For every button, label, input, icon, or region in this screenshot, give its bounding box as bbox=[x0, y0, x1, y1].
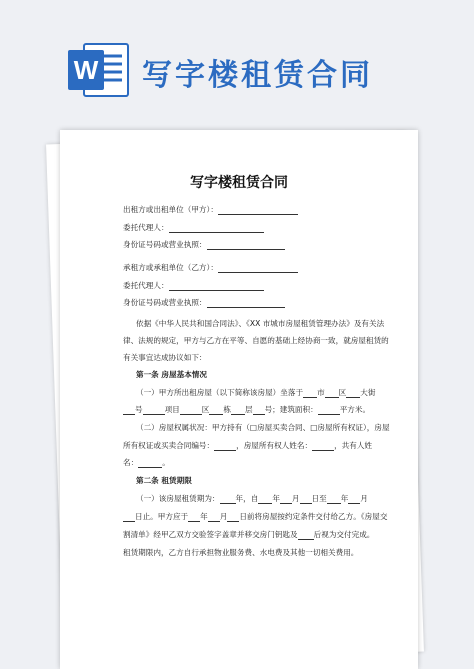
text: （一）甲方所出租房屋（以下简称该房屋）坐落于 bbox=[136, 388, 304, 397]
text: 月 bbox=[291, 494, 300, 503]
blank bbox=[143, 406, 165, 415]
blank bbox=[253, 406, 265, 415]
blank bbox=[312, 442, 334, 451]
text: 名： bbox=[123, 458, 139, 467]
text: 栋 bbox=[223, 405, 231, 414]
text: 市 bbox=[317, 388, 325, 397]
art2-p1-line-2 bbox=[123, 512, 387, 522]
agent2-field bbox=[123, 281, 264, 291]
art1-p2-line-2 bbox=[123, 441, 372, 451]
id2-blank bbox=[207, 299, 285, 308]
blank bbox=[298, 531, 314, 540]
art2-p1-line-1 bbox=[136, 494, 368, 504]
preamble-line-3: 有关事宜达成协议如下： bbox=[123, 353, 207, 362]
lessor-blank bbox=[218, 206, 298, 215]
text: 平方米。 bbox=[339, 405, 371, 414]
blank bbox=[231, 406, 245, 415]
id2-field bbox=[123, 298, 285, 308]
preamble-line-2: 律、法规的规定，甲方与乙方在平等、自愿的基础上经协商一致，就房屋租赁的 bbox=[123, 336, 389, 345]
blank bbox=[214, 442, 236, 451]
lessor-label: 出租方或出租单位（甲方）： bbox=[123, 205, 218, 214]
word-document-icon bbox=[66, 42, 130, 98]
lessee-label: 承租方或承租单位（乙方）： bbox=[123, 263, 218, 272]
agent1-label: 委托代理人： bbox=[123, 223, 169, 232]
id2-label: 身份证号码或营业执照： bbox=[123, 298, 207, 307]
id1-label: 身份证号码或营业执照： bbox=[123, 240, 207, 249]
banner-title: 写字楼租赁合同 bbox=[142, 58, 373, 93]
document-title: 写字楼租赁合同 bbox=[190, 175, 288, 191]
text: 月 bbox=[219, 512, 228, 521]
blank bbox=[327, 495, 341, 504]
lessee-field bbox=[123, 263, 298, 273]
text: 日前将房屋按约定条件交付给乙方。《房屋交 bbox=[239, 512, 388, 521]
text: ，房屋所有权人姓名： bbox=[236, 441, 313, 450]
agent1-field bbox=[123, 223, 264, 233]
blank bbox=[180, 406, 202, 415]
blank bbox=[303, 389, 317, 398]
document-page bbox=[60, 130, 418, 669]
blank bbox=[123, 513, 135, 522]
text: 区 bbox=[338, 388, 347, 397]
text: 割清单》经甲乙双方交验签字盖章并移交房门钥匙及 bbox=[123, 530, 298, 539]
id1-blank bbox=[207, 241, 285, 250]
text: 号 bbox=[135, 405, 143, 414]
agent2-blank bbox=[169, 282, 264, 291]
agent2-label: 委托代理人： bbox=[123, 281, 169, 290]
art2-p1-line-3 bbox=[123, 530, 374, 540]
blank bbox=[209, 406, 223, 415]
preamble-line-1: 依据《中华人民共和国合同法》、《XX 市城市房屋租赁管理办法》及有关法 bbox=[136, 319, 385, 328]
blank bbox=[346, 389, 360, 398]
blank bbox=[258, 495, 272, 504]
blank bbox=[300, 495, 312, 504]
art1-p2-line-3 bbox=[123, 458, 170, 468]
agent1-blank bbox=[169, 224, 264, 233]
text: 日至 bbox=[311, 494, 327, 503]
text: 区 bbox=[201, 405, 210, 414]
blank bbox=[348, 495, 360, 504]
blank bbox=[220, 495, 236, 504]
text: 层 bbox=[244, 405, 253, 414]
blank bbox=[227, 513, 239, 522]
lessee-blank bbox=[218, 264, 298, 273]
art1-p2-line-1: （二）房屋权属状况：甲方持有（□房屋买卖合同、□房屋所有权证），房屋 bbox=[136, 423, 390, 432]
text: ，共有人姓 bbox=[334, 441, 373, 450]
text: 号；建筑面积： bbox=[264, 405, 318, 414]
banner-header bbox=[0, 0, 474, 110]
text: （一）该房屋租赁期为： bbox=[136, 494, 220, 503]
text: 所有权证或买卖合同编号： bbox=[123, 441, 215, 450]
text: 。 bbox=[162, 458, 170, 467]
blank bbox=[188, 513, 200, 522]
text: 项目 bbox=[164, 405, 180, 414]
article-1-heading: 第一条 房屋基本情况 bbox=[136, 370, 207, 379]
art1-p1-line-2 bbox=[123, 405, 370, 415]
blank bbox=[318, 406, 340, 415]
text: 年 bbox=[200, 512, 208, 521]
blank bbox=[325, 389, 339, 398]
blank bbox=[123, 406, 135, 415]
text: 年 bbox=[340, 494, 349, 503]
text: 后视为交付完成。 bbox=[313, 530, 375, 539]
text: 年 bbox=[272, 494, 280, 503]
svg-text:W: W bbox=[73, 55, 99, 85]
art2-p2-line: 租赁期限内，乙方自行承担物业服务费、水电费及其他一切相关费用。 bbox=[123, 548, 359, 557]
lessor-field bbox=[123, 205, 298, 215]
text: 年，自 bbox=[235, 494, 259, 503]
blank bbox=[138, 459, 162, 468]
id1-field bbox=[123, 240, 285, 250]
art1-p1-line-1 bbox=[136, 388, 375, 398]
blank bbox=[208, 513, 220, 522]
text: 月 bbox=[360, 494, 368, 503]
text: 日止。甲方应于 bbox=[135, 512, 189, 521]
text: 大街 bbox=[360, 388, 376, 397]
blank bbox=[280, 495, 292, 504]
article-2-heading: 第二条 租赁期限 bbox=[136, 476, 192, 485]
